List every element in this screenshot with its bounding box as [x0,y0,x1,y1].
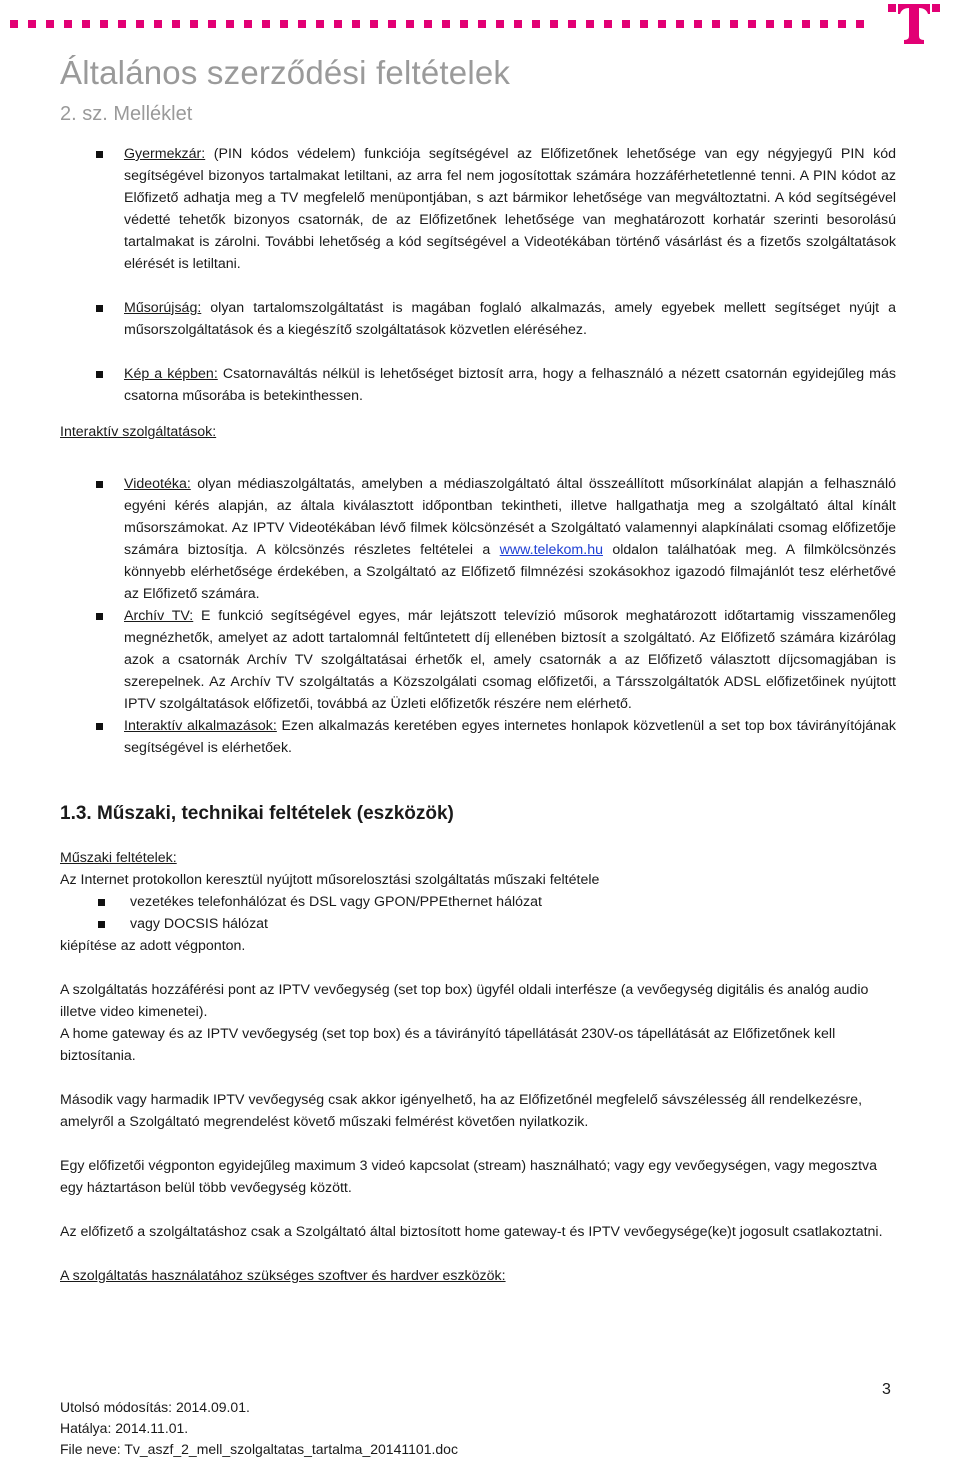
header-dot [28,20,36,28]
header-dot [208,20,216,28]
list-item-video-library [60,473,896,605]
header-dot [154,20,162,28]
header-dot [370,20,378,28]
header-dot [244,20,252,28]
header-dot [64,20,72,28]
term-label: Videotéka: [124,476,191,492]
term-description: Ezen alkalmazás keretében egyes internetes honlapok közvetlenül a set top box távirányítójának segítségével is elérhetőek. [124,718,896,756]
header-dot [190,20,198,28]
paragraph-additional-receiver: Második vagy harmadik IPTV vevőegység csak akkor igényelhető, ha az Előfizetőnél megfelelő sávszélesség áll rendelkezésre, amelyről a Szolgáltató megrendelést követő műszaki felmérést követően nyilatkozik. [60,1092,863,1130]
header-dot [352,20,360,28]
paragraph-access-point: A szolgáltatás hozzáférési pont az IPTV vevőegység (set top box) ügyfél oldali interfésze (a vevőegység digitális és analóg audio illetve video kimenetei). [60,982,869,1020]
interactive-services-heading: Interaktív szolgáltatások: [60,424,217,440]
header-dot [550,20,558,28]
paragraph-connected-devices: Az előfizető a szolgáltatáshoz csak a Szolgáltató által biztosított home gateway-t és IPTV vevőegysége(ke)t jogosult csatlakoztatni. [60,1224,883,1240]
header-dot-strip [10,20,885,28]
header-dot [820,20,828,28]
term-label: Műsorújság: [124,300,202,316]
term-description: olyan médiaszolgáltatás, amelyben a médiaszolgáltató által összeállított műsorkínálat alapján a felhasználó egyéni kérés alapján, az általa kiválasztott időpontban tekintheti, illetve hallgathatja meg a szolgáltató által kínált műsorszámokat. Az IPTV Videotékában lévő filmek kölcsönzését a Szolgáltató valamennyi alapkínálati csomag előfizetője számára biztosítja. A kölcsönzés részletes feltételei a [124,476,896,558]
page-title: Általános szerződési feltételek [60,54,511,91]
header-dot [730,20,738,28]
header-dot [532,20,540,28]
header-dot [172,20,180,28]
header-dot [46,20,54,28]
header-dot [280,20,288,28]
header-dot [424,20,432,28]
header-dot [478,20,486,28]
telekom-website-link[interactable] [500,542,603,558]
paragraph-power-supply: A home gateway és az IPTV vevőegység (set top box) és a távirányító tápellátását 230V-os tápellátását az Előfizetőnek kell biztosítania. [60,1026,836,1064]
header-dot [406,20,414,28]
technical-conditions-heading: Műszaki feltételek: [60,850,177,866]
header-dot [442,20,450,28]
term-description: (PIN kódos védelem) funkciója segítségével az Előfizetőnek lehetősége van egy négyjegyű PIN kód segítségével bizonyos tartalmakat letiltani, az arra fel nem jogosítottak számára hozzáférhetetlenné tenni. A PIN kódot az Előfizető adhatja meg a TV megfelelő menüpontjában, s azt bármikor lehetősége van megváltoztatni. A kód segítségével védetté tehetők bizonyos csatornák, de az Előfizetőnek lehetősége van meghatározott korhatár szerinti besorolású tartalmakat is zárolni. További lehetőség a kód segítségével a Videotékában történő vásárlást és a fizetős szolgáltatások elérését is letiltani. [124,146,896,272]
header-dot [82,20,90,28]
technical-outro: kiépítése az adott végponton. [60,938,246,954]
list-item-parental-lock [60,143,896,275]
document-body [60,143,896,1287]
header-dot [460,20,468,28]
page-number: 3 [882,1381,891,1398]
header-dot [586,20,594,28]
term-description: E funkció segítségével egyes, már lejátszott televízió műsorok meghatározott időtartamig visszamenőleg megnézhetők, amelyet az adott tartalomnál feltűntetett díj ellenében biztosít a szolgáltató. Az Előfizető számára kizárólag azok a csatornák Archív TV szolgáltatásai érhetők el, amely csatornák a az Előfizető választott díjcsomagjában is szerepelnek. Az Archív TV szolgáltatás a Közszolgálati csomag előfizetői, a Társszolgáltatók ADSL előfizetőinek nyújtott IPTV szolgáltatások előfizetői, továbbá az Üzleti előfizetők részére nem elérhető. [124,608,896,712]
list-item-network: vezetékes telefonhálózat és DSL vagy GPON/PPEthernet hálózat [60,891,896,913]
footer [60,1397,458,1460]
technical-intro: Az Internet protokollon keresztül nyújtott műsorelosztási szolgáltatás műszaki feltétele [60,872,600,888]
last-modified-date: Utolsó módosítás: 2014.09.01. [60,1399,250,1415]
term-label: Interaktív alkalmazások: [124,718,277,734]
header-dot [712,20,720,28]
list-item-program-guide [60,297,896,341]
term-label: Archív TV: [124,608,194,624]
tools-heading: A szolgáltatás használatához szükséges szoftver és hardver eszközök: [60,1268,506,1284]
header-dot [856,20,864,28]
header-dot [640,20,648,28]
header-dot [298,20,306,28]
header-dot [334,20,342,28]
header-dot [514,20,522,28]
term-description: Csatornaváltás nélkül is lehetőséget biztosít arra, hogy a felhasználó a nézett csatornán egyidejűleg más csatorna műsorába is betekinthessen. [124,366,896,404]
header-dot [496,20,504,28]
header-dot [118,20,126,28]
list-item-archive-tv [60,605,896,715]
header-dot [262,20,270,28]
header-dot [622,20,630,28]
section-title: 1.3. Műszaki, technikai feltételek (eszközök) [60,803,454,824]
file-name: File neve: Tv_aszf_2_mell_szolgaltatas_tartalma_20141101.doc [60,1441,458,1457]
header-dot [604,20,612,28]
list-item-network: vagy DOCSIS hálózat [60,913,896,935]
header-dot [748,20,756,28]
header-dot [10,20,18,28]
list-item-interactive-apps [60,715,896,759]
link-text: www.telekom. [499,542,588,558]
header-dot [100,20,108,28]
link-text: hu [587,542,603,558]
term-description: olyan tartalomszolgáltatást is magában foglaló alkalmazás, amely egyebek mellett segítséget nyújt a műsorszolgáltatások és a kiegészítő szolgáltatások közvetlen eléréséhez. [124,300,896,338]
header-dot [802,20,810,28]
header-dot [766,20,774,28]
header-dot [316,20,324,28]
page-subtitle: 2. sz. Melléklet [60,103,193,125]
term-label: Kép a képben: [124,366,218,382]
header-dot [226,20,234,28]
effective-date: Hatálya: 2014.11.01. [60,1420,189,1436]
paragraph-stream-limit: Egy előfizetői végponton egyidejűleg maximum 3 videó kapcsolat (stream) használható; vagy egy vevőegységen, vagy megosztva egy háztartáson belül több vevőegység között. [60,1158,878,1196]
term-description: oldalon találhatóak meg. A filmkölcsönzés könnyebb elérhetősége érdekében, a Szolgáltató az Előfizető filmnézési szokásokhoz igazodó filmajánlót tesz elérhetővé az Előfizető számára. [124,542,896,602]
term-label: Gyermekzár: [124,146,206,162]
header-dot [388,20,396,28]
telekom-t-logo-icon [888,4,942,44]
header-dot [676,20,684,28]
header-dot [136,20,144,28]
header-dot [694,20,702,28]
header-dot [568,20,576,28]
header-dot [658,20,666,28]
list-item-picture-in-picture [60,363,896,407]
header-dot [838,20,846,28]
header-dot [784,20,792,28]
